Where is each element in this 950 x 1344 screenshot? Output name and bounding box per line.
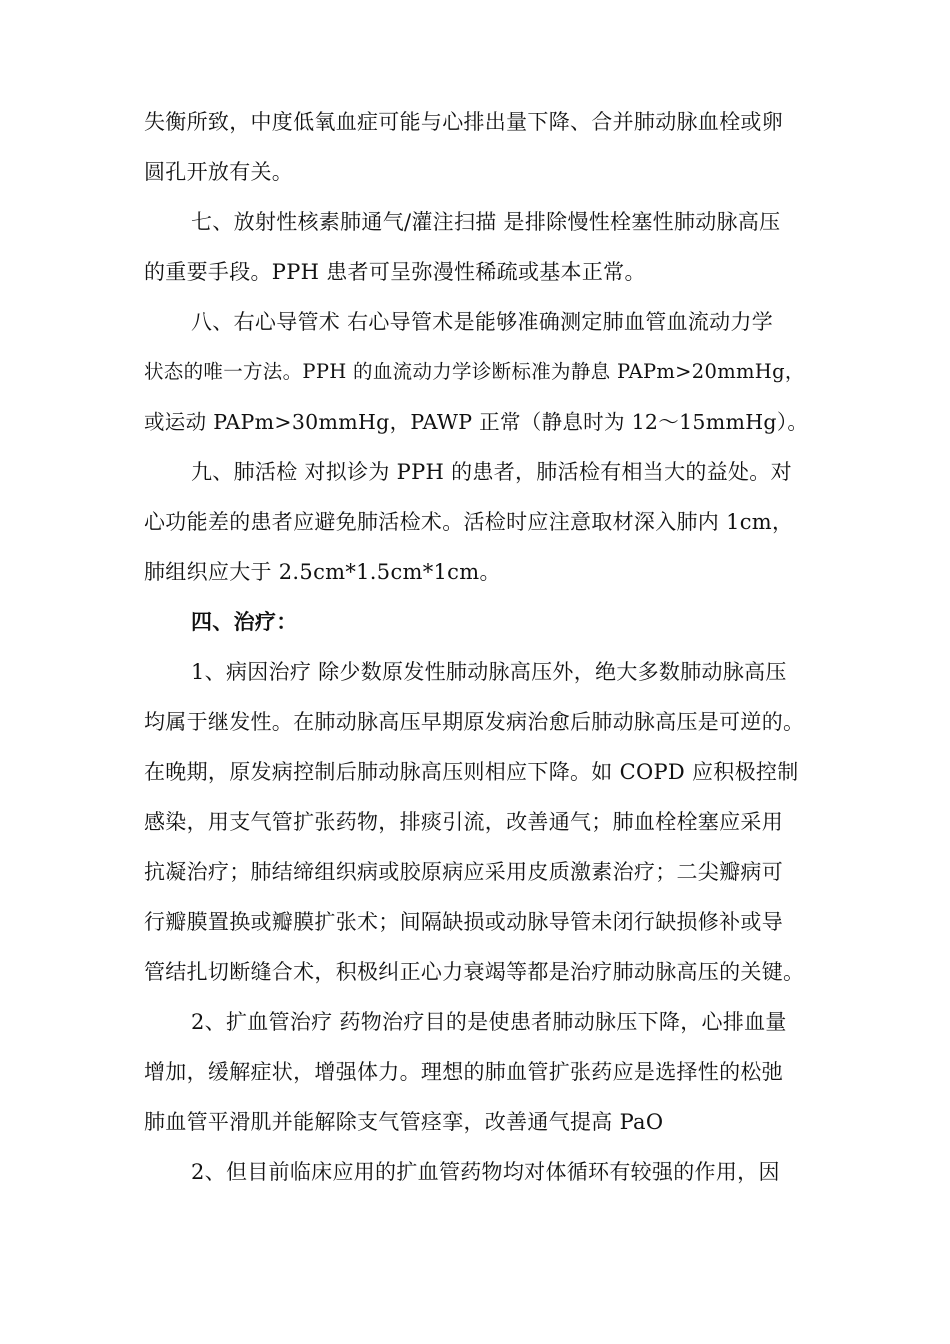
paragraph-line: 或运动 PAPm>30mmHg，PAWP 正常（静息时为 12～15mmHg）。 [144, 410, 809, 434]
paragraph-line: 抗凝治疗；肺结缔组织病或胶原病应采用皮质激素治疗；二尖瓣病可 [144, 860, 783, 884]
paragraph-line: 七、放射性核素肺通气/灌注扫描 是排除慢性栓塞性肺动脉高压 [191, 210, 781, 234]
paragraph-line: 均属于继发性。在肺动脉高压早期原发病治愈后肺动脉高压是可逆的。 [144, 710, 805, 734]
paragraph-line: 心功能差的患者应避免肺活检术。活检时应注意取材深入肺内 1cm， [144, 510, 794, 534]
paragraph-line: 圆孔开放有关。 [144, 160, 294, 184]
paragraph-line: 肺组织应大于 2.5cm*1.5cm*1cm。 [144, 560, 501, 584]
paragraph-line: 在晚期，原发病控制后肺动脉高压则相应下降。如 COPD 应积极控制 [144, 760, 799, 784]
paragraph-line: 增加，缓解症状，增强体力。理想的肺血管扩张药应是选择性的松弛 [144, 1060, 783, 1084]
paragraph-line: 八、右心导管术 右心导管术是能够准确测定肺血管血流动力学 [191, 310, 774, 334]
paragraph-line: 状态的唯一方法。PPH 的血流动力学诊断标准为静息 PAPm>20mmHg， [144, 360, 805, 383]
paragraph-line: 2、但目前临床应用的扩血管药物均对体循环有较强的作用，因 [191, 1160, 780, 1184]
paragraph-line: 失衡所致，中度低氧血症可能与心排出量下降、合并肺动脉血栓或卵 [144, 110, 783, 134]
paragraph-line: 1、病因治疗 除少数原发性肺动脉高压外，绝大多数肺动脉高压 [191, 660, 787, 684]
paragraph-line: 管结扎切断缝合术，积极纠正心力衰竭等都是治疗肺动脉高压的关键。 [144, 960, 805, 984]
paragraph-line: 2、扩血管治疗 药物治疗目的是使患者肺动脉压下降，心排血量 [191, 1010, 787, 1034]
section-heading: 四、治疗： [191, 610, 298, 634]
paragraph-line: 肺血管平滑肌并能解除支气管痉挛，改善通气提高 PaO [144, 1110, 664, 1134]
paragraph-line: 九、肺活检 对拟诊为 PPH 的患者，肺活检有相当大的益处。对 [191, 460, 792, 484]
paragraph-line: 的重要手段。PPH 患者可呈弥漫性稀疏或基本正常。 [144, 260, 646, 284]
paragraph-line: 感染，用支气管扩张药物，排痰引流，改善通气；肺血栓栓塞应采用 [144, 810, 783, 834]
paragraph-line: 行瓣膜置换或瓣膜扩张术；间隔缺损或动脉导管未闭行缺损修补或导 [144, 910, 783, 934]
